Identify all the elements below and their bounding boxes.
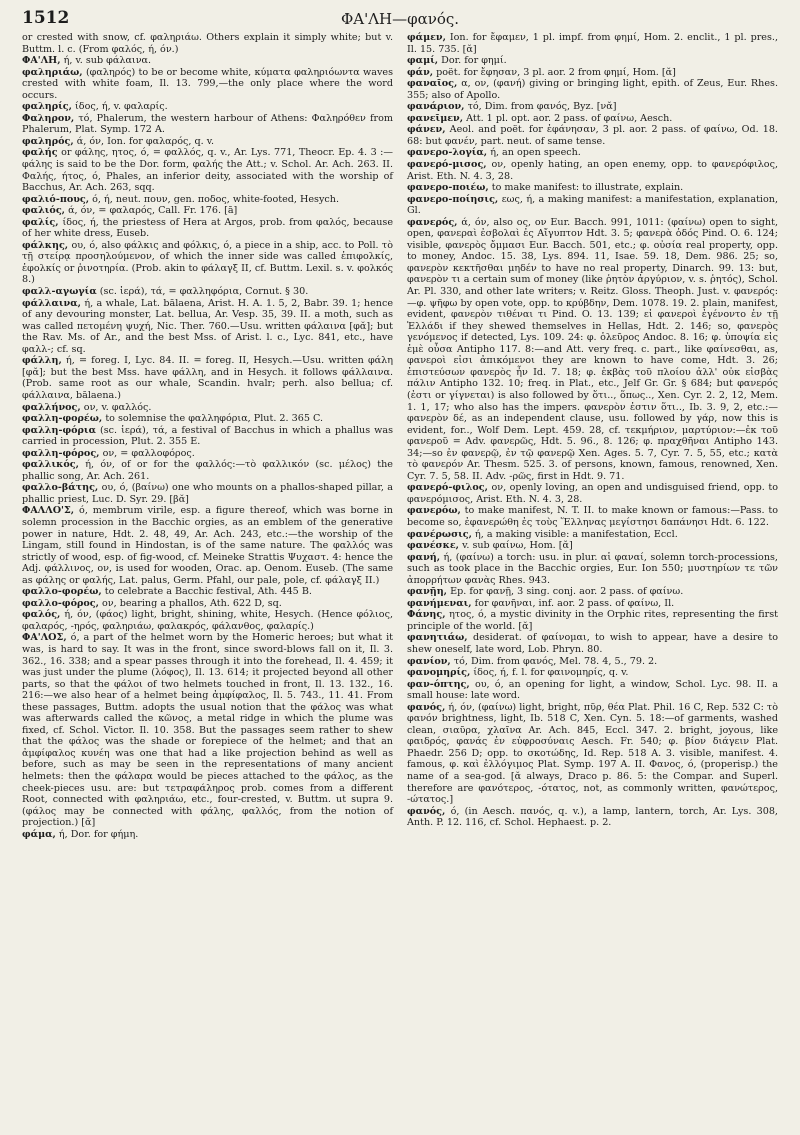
entry-headword: ΦΑ'ΛΗ, xyxy=(22,55,61,67)
entry-headword: φανερο-λογία, xyxy=(407,147,488,159)
entry-text: τό, Dim. from φανός, Byz. [νᾰ] xyxy=(467,101,617,113)
entry-headword: φαλιό-πους, xyxy=(22,193,90,205)
entry-text: ή, όν, (φαίνω) light, bright, πῦρ, θέα Plat. Phil. 16 C, Rep. 532 C: τὸ φανόν brightness, light, Ib. 518 C, Xen. Cyn. 5. 18:—of garments, washed clean, σιαῦρα, χλαῖνα Ar. Ach. 845, Eccl. 347. 2. bright, joyous, like φαιδρός, φανάς ἐν εὐφροσύναις Aesch. Fr. 540; φ. βίον διάγειν Plat. Phaedr. 256 D; opp. to σκοτώδης, Id. Rep. 518 A. 3. visible, manifest. 4. famous, φ. καὶ ἐλλόγιμος Plat. Symp. 197 A. II. Φανος, ό, (properisp.) the name of a sea-god. [ᾰ always, Draco p. 86. 5: the Compar. and Superl. therefore are φανότερος, -ότατος, not, as commonly written, φανώτερος, -ώτατος.] xyxy=(407,701,778,806)
entry-text: ου, ό, also φάλκις and φόλκις, ό, a piece in a ship, acc. to Poll. τὸ τῇ στείρᾳ προσηλούμενον, of which the inner side was called ἐπιφολκίς, ἐφολκίς or ῥινοτηρία. (Prob. akin to φάλαγξ II, cf. Buttm. Lexil. s. v. φολκός 8.) xyxy=(22,239,393,286)
entry-text: ή, όν, of or for the φαλλός:—τὸ φαλλικόν (sc. μέλος) the phallic song, Ar. Ach. 261. xyxy=(22,459,393,482)
entry-text: to make manifest: to illustrate, explain. xyxy=(491,182,684,194)
dictionary-entry xyxy=(22,217,393,240)
entry-text: ή, a making visible: a manifestation, Eccl. xyxy=(475,528,678,540)
entry-headword: φαλλο-φορέω, xyxy=(22,586,102,598)
dictionary-entry xyxy=(407,217,778,483)
entry-text: ίδος, ή, f. l. for φαινομηρίς, q. v. xyxy=(473,667,629,679)
entry-headword: φανομηρίς, xyxy=(407,667,471,679)
entry-text: ή, v. sub φάλαινα. xyxy=(63,55,152,67)
entry-text: τό, Phalerum, the western harbour of Athens: Φαληρόθεν from Phalerum, Plat. Symp. 172 A. xyxy=(22,112,393,136)
dictionary-entry xyxy=(22,598,393,610)
dictionary-entry xyxy=(407,159,778,182)
dictionary-entry xyxy=(407,632,778,655)
columns xyxy=(22,32,778,840)
dictionary-entry xyxy=(407,67,778,79)
dictionary-entry xyxy=(407,505,778,528)
entry-headword: φαλιός, xyxy=(22,205,66,217)
dictionary-entry xyxy=(22,298,393,356)
entry-headword: ΦΑ'ΛΟΣ, xyxy=(22,632,67,644)
entry-text: or crested with snow, cf. φαληριάω. Others explain it simply white; but v. Buttm. l. c. (From φαλός, ή, όν.) xyxy=(22,32,393,55)
dictionary-entry xyxy=(22,355,393,401)
entry-text: ου, ό, an opening for light, a window, Schol. Lyc. 98. II. a small house: late word. xyxy=(407,678,778,702)
entry-text: ό, ή, neut. πουν, gen. ποδος, white-footed, Hesych. xyxy=(92,193,339,205)
entry-text: ον, bearing a phallos, Ath. 622 D, sq. xyxy=(102,597,282,609)
entry-headword: φαληρός, xyxy=(22,135,74,147)
running-head: ΦΑ'ΛΗ—φανός. xyxy=(340,10,460,28)
entry-text: ά, όν, also ος, ον Eur. Bacch. 991, 1011: (φαίνω) open to sight, open, φανεραὶ ἐσβολαὶ ἐς Αἴγυπτον Hdt. 3. 5; φανερὰ ὁδός Pind. O. 6. 124; visible, φανερὸς ὄμμασι Eur. Bacch. 501, etc.; φ. οὐσία real property, opp. to money, Andoc. 15. 38, Lys. 894. 11, Isae. 59. 18, Dem. 986. 25; so, φανερὸν κεκτῆσθαι μηδέν to have no real property, Dinarch. 99. 13: but, φανερὸν τι a certain sum of money (like ῥητὸν ἀργύριον, v. s. ῥητός), Schol. Ar. Pl. 330, and other late writers; v. Reitz. Gloss. Theoph. Just. v. φανερός:—φ. ψῆφω by open vote, opp. to κρύβδην, Dem. 1078. 19. 2. plain, manifest, evident, φανερὸν τιθέναι τι Pind. O. 13. 139; εἰ φανεροὶ ἐγένοντο ἐν τῇ Ἑλλάδι if they shewed themselves in Hellas, Hdt. 2. 146; so, φανερὸς γενόμενος if detected, Lys. 109. 24: φ. ὁλεῦρος Andoc. 8. 16; φ. ὑποψία εἰς ἐμὲ οὖσα Antipho 117. 8:—and Att. very freq. c. part., like φαίνεσθαι, as, φανεροὶ εἰσι ἀπικόμενοι they are known to have come, Hdt. 3. 26; ἐπιστεύσων φανερὸς ἦν Id. 7. 18; φ. ἐκβὰς τοῦ πλοίου ἀλλ' οὐκ εἰσβὰς πάλιν Antipho 132. 10; freq. in Plat., etc., Jelf Gr. Gr. § 684; but φανερός (ἐστι or γίγνεται) is also followed by ὅτι.., ὅπως.., Xen. Cyr. 2. 2, 12, Mem. 1. 1, 17; who also has the impers. φανερὸν ἐστιν ὅτι.., Ib. 3. 9, 2, etc.:—φανερὸν δέ, as an independent clause, usu. followed by γάρ, now this is evident, for.., Wolf Dem. Lept. 459. 28, cf. τεκμήριον, μαρτύριον:—ἐκ τοῦ φανεροῦ = Adv. φανερῶς, Hdt. 5. 96., 8. 126; φ. πραχθῆναι Antipho 143. 34;—so ἐν φανερῷ, ἐν τῷ φανερῷ Xen. Ages. 5. 7, Cyr. 7. 5, 55, etc.; κατὰ τὸ φανερόν Ar. Thesm. 525. 3. of persons, known, famous, renowned, Xen. Cyr. 7. 5, 58. II. Adv. -ρῶς, first in Hdt. 9. 71. xyxy=(407,216,778,482)
entry-headword: φανερο-ποιέω, xyxy=(407,182,489,194)
entry-headword: φαμί, xyxy=(407,55,439,67)
entry-text: ίδος, ή, v. φαλαρίς. xyxy=(75,101,168,113)
dictionary-entry xyxy=(407,679,778,702)
entry-headword: φαλλήνος, xyxy=(22,401,81,413)
entry-headword: φαλλη-φόρος, xyxy=(22,447,100,459)
entry-text: Ep. for φανῇ, 3 sing. conj. aor. 2 pass. of φαίνω. xyxy=(450,586,684,598)
entry-text: εως, ή, a making manifest: a manifestation, explanation, Gl. xyxy=(407,193,778,217)
entry-headword: φανητιάω, xyxy=(407,632,468,644)
entry-headword: φαναῖος, xyxy=(407,78,458,90)
entry-headword: φαλλικός, xyxy=(22,459,79,471)
entry-headword: φαληρίς, xyxy=(22,101,72,113)
entry-text: ητος, ό, a mystic divinity in the Orphic rites, representing the first principle of the world. [ᾰ] xyxy=(407,609,778,632)
entry-text: ό, membrum virile, esp. a figure thereof, which was borne in solemn procession in the Bacchic orgies, as an emblem of the generative power in nature, Hdt. 2. 48, 49, Ar. Ach. 243, etc.:—the worship of the Lingam, still found in Hindostan, is of the same nature. The φαλλός was strictly of wood, esp. of fig-wood, cf. Meineke Strattis Ψυχαστ. 4: hence the Adj. φάλλινος, ον, is used for wooden, Orac. ap. Oenom. Euseb. (The same as φάλης or φαλής, Lat. palus, Germ. Pfahl, our pale, pole, cf. φάλαγξ II.) xyxy=(22,505,393,586)
dictionary-entry xyxy=(407,101,778,113)
page-number: 1512 xyxy=(22,8,70,28)
entry-text: to solemnise the φαλληφόρια, Plut. 2. 365 C. xyxy=(105,413,324,425)
dictionary-entry xyxy=(407,656,778,668)
entry-text: ον, openly loving, an open and undisguised friend, opp. to φανερόμισος, Arist. Eth. N. 4. 3, 28. xyxy=(407,482,778,505)
entry-text: ά, όν, = φαλαρός, Call. Fr. 176. [ā] xyxy=(68,205,238,217)
dictionary-entry xyxy=(22,829,393,841)
entry-text: ή, = foreg. I, Lyc. 84. II. = foreg. II, Hesych.—Usu. written φάλη [φᾰ]; but the best Mss. have φάλλη, and in Hesych. it follows φάλλαινα. (Prob. same root as our whale, Scandin. hvalr; perh. also bellua; cf. φάλλαινα, bālaena.) xyxy=(22,355,393,401)
dictionary-entry xyxy=(22,194,393,206)
entry-headword: φαληριάω, xyxy=(22,66,83,78)
entry-headword: φάμεν, xyxy=(407,32,446,43)
dictionary-entry xyxy=(22,413,393,425)
dictionary-entry xyxy=(407,182,778,194)
entry-headword: φανή, xyxy=(407,551,441,563)
entry-headword: φαλίς, xyxy=(22,216,59,228)
dictionary-entry xyxy=(407,32,778,55)
dictionary-entry xyxy=(407,806,778,829)
entry-headword: φανέσκε, xyxy=(407,540,459,552)
entry-headword: φανέρωσις, xyxy=(407,528,472,540)
entry-text: ή, (φαίνω) a torch: usu. in plur. αἱ φαναί, solemn torch-processions, such as took place in the Bacchic orgies, Eur. Ion 550; μυστηρίων τε τῶν ἀπορρήτων φανὰς Rhes. 943. xyxy=(407,551,778,586)
entry-headword: φαλλο-βάτης, xyxy=(22,482,99,494)
entry-text: ον, openly hating, an open enemy, opp. to φανερόφιλος, Arist. Eth. N. 4. 3, 28. xyxy=(407,159,778,182)
left-column xyxy=(22,32,393,840)
entry-headword: φανῇη, xyxy=(407,586,448,598)
entry-text: ή, Dor. for φήμη. xyxy=(58,828,139,840)
entry-text: poët. for ἔφησαν, 3 pl. aor. 2 from φημί, Hom. [ᾰ] xyxy=(436,66,676,78)
dictionary-entry xyxy=(407,113,778,125)
dictionary-entry xyxy=(407,598,778,610)
dictionary-entry xyxy=(22,482,393,505)
dictionary-entry xyxy=(22,136,393,148)
dictionary-entry xyxy=(22,609,393,632)
entry-headword: φανερόω, xyxy=(407,505,461,517)
dictionary-entry xyxy=(407,552,778,587)
entry-text: ά, όν, Ion. for φαλαρός, q. v. xyxy=(76,135,215,147)
dictionary-entry xyxy=(22,425,393,448)
entry-text: ή, όν, (φάος) light, bright, shining, white, Hesych. (Hence φόλιος, φαλαρός, -ηρός, φαληριάω, φαλακρός, φάλανθος, φαλαρίς.) xyxy=(22,609,393,632)
entry-text: ό, (in Aesch. πανός, q. v.), a lamp, lantern, torch, Ar. Lys. 308, Anth. P. 12. 116, cf. Schol. Hephaest. p. 2. xyxy=(407,805,778,829)
dictionary-entry xyxy=(407,540,778,552)
dictionary-entry xyxy=(407,667,778,679)
dictionary-entry xyxy=(407,702,778,806)
entry-text: v. sub φαίνω, Hom. [ᾰ] xyxy=(462,540,573,552)
entry-text: ον, v. φαλλός. xyxy=(83,401,152,413)
entry-headword: φανερό-φιλος, xyxy=(407,482,488,494)
dictionary-entry xyxy=(22,101,393,113)
entry-text: Ion. for ἔφαμεν, 1 pl. impf. from φημί, Hom. 2. enclit., 1 pl. pres., Il. 15. 735. [ᾰ] xyxy=(407,32,778,55)
entry-headword: φανερό-μισος, xyxy=(407,159,487,171)
entry-headword: φανερός, xyxy=(407,216,458,228)
dictionary-entry xyxy=(22,459,393,482)
entry-headword: φαλλη-φόρια xyxy=(22,424,96,436)
entry-text: ίδος, ή, the priestess of Hera at Argos, prob. from φαλός, because of her white dress, Euseb. xyxy=(22,216,393,240)
entry-headword: φανός, xyxy=(407,701,446,713)
dictionary-entry xyxy=(22,505,393,586)
entry-headword: φάλκης, xyxy=(22,239,69,251)
entry-headword: φανήμεναι, xyxy=(407,597,472,609)
dictionary-entry xyxy=(22,632,393,828)
entry-headword: φαλής xyxy=(22,147,58,159)
dictionary-entry xyxy=(22,32,393,55)
dictionary-entry xyxy=(22,67,393,102)
entry-text: Aeol. and poët. for ἐφάνησαν, 3 pl. aor. 2 pass. of φαίνω, Od. 18. 68: but φανέν, part. neut. of same tense. xyxy=(407,124,778,147)
entry-headword: φανερο-ποίησις, xyxy=(407,193,499,205)
entry-headword: ΦΑΛΛΟ'Σ, xyxy=(22,505,75,517)
entry-headword: φανίον, xyxy=(407,655,451,667)
dictionary-entry xyxy=(22,402,393,414)
dictionary-entry xyxy=(407,586,778,598)
entry-text: (φαληρός) to be or become white, κύματα φαληριόωντα waves crested with white foam, Il. 13. 799,—the only place where the word occurs. xyxy=(22,66,393,101)
entry-text: (sc. ἱερά), τά, a festival of Bacchus in which a phallus was carried in procession, Plut. 2. 355 E. xyxy=(22,424,393,448)
dictionary-entry xyxy=(22,286,393,298)
dictionary-entry xyxy=(407,78,778,101)
entry-headword: φαλλο-φόρος, xyxy=(22,597,99,609)
entry-headword: φανεῖμεν, xyxy=(407,112,464,124)
dictionary-entry xyxy=(407,124,778,147)
dictionary-entry xyxy=(22,586,393,598)
entry-headword: Φάνης, xyxy=(407,609,446,621)
dictionary-entry xyxy=(22,240,393,286)
entry-text: to make manifest, N. T. II. to make known or famous:—Pass. to become so, ἐφανερώθη ἐς τοὺς Ἕλληνας μεγίστησι δαπάνησι Hdt. 6. 122. xyxy=(407,505,778,528)
entry-headword: φάμα, xyxy=(22,828,56,840)
entry-headword: φάνεν, xyxy=(407,124,446,136)
entry-headword: φαν-όπτης, xyxy=(407,678,470,690)
entry-text: ό, a part of the helmet worn by the Homeric heroes; but what it was, is hard to say. It was in the front, since sword-blows fall on it, Il. 3. 362., 16. 338; and a spear passes through it into the forehead, Il. 4. 459; it was just under the plume (λόφος), Il. 13. 614; it projected beyond all other parts, so that the φάλοι of two helmets touched in front, Il. 13. 132., 16. 216:—we also hear of a helmet being ἀμφίφαλος, Il. 5. 743., 11. 41. From these passages, Buttm. adopts the usual notion that the φάλος was what was afterwards called the κῶνος, a metal ridge in which the plume was fixed, cf. Schol. Victor. Il. 10. 358. But the passages seem rather to shew that the φάλος was the shade or forepiece of the helmet; and that an ἀμφίφαλος κυνέη was one that had a like projection behind as well as before, such as may be seen in the representations of many ancient helmets: then the φάλαρα would be pieces attached to the φάλος, as the cheek-pieces usu. are: but τετραφάληρος prob. comes from a different Root, connected with φαληριάω, etc., four-crested, v. Buttm. ut supra 9. (φάλος may be connected with φάλης, φαλλός, from the notion of projection.) [ᾰ] xyxy=(22,632,394,829)
entry-text: ή, a whale, Lat. bālaena, Arist. H. A. 1. 5, 2, Babr. 39. 1; hence of any devouring monster, Lat. bellua, Ar. Vesp. 35, 39. II. a moth, such as was called πετομένη ψυχή, Nic. Ther. 760.—Usu. written φάλαινα [φᾰ]; but the Rav. Ms. of Ar., and the best Mss. of Arist. l. c., Lyc. 841, etc., have φαλλ-; cf. sq. xyxy=(22,297,393,355)
dictionary-entry xyxy=(407,609,778,632)
dictionary-entry xyxy=(407,482,778,505)
dictionary-entry xyxy=(22,205,393,217)
entry-text: to celebrate a Bacchic festival, Ath. 445 B. xyxy=(104,586,312,598)
entry-text: for φανῆναι, inf. aor. 2 pass. of φαίνω, Il. xyxy=(474,597,675,609)
page-header xyxy=(22,8,778,30)
entry-text: α, ον, (φανή) giving or bringing light, epith. of Zeus, Eur. Rhes. 355; also of Apollo. xyxy=(407,78,778,101)
entry-text: τό, Dim. from φανός, Mel. 78. 4, 5., 79. 2. xyxy=(453,655,658,667)
entry-headword: Φαληρον, xyxy=(22,112,75,124)
dictionary-entry xyxy=(22,147,393,193)
entry-text: or φάλης, ητος, ό, = φαλλός, q. v., Ar. Lys. 771, Theocr. Ep. 4. 3 :—φάλης is said to be the Dor. form, φαλής the Att.; v. Schol. Ar. Ach. 263. II. Φαλής, ήτος, ό, Phales, an inferior deity, associated with the worship of Bacchus, Ar. Ach. 263, sqq. xyxy=(22,147,393,194)
dictionary-entry xyxy=(22,113,393,136)
dictionary-entry xyxy=(22,55,393,67)
entry-headword: φαλός, xyxy=(22,609,61,621)
dictionary-entry xyxy=(407,529,778,541)
entry-headword: φανάριον, xyxy=(407,101,465,113)
entry-headword: φανός, xyxy=(407,805,446,817)
entry-headword: φάλλη, xyxy=(22,355,62,367)
entry-text: ου, ό, (βαίνω) one who mounts on a phallos-shaped pillar, a phallic priest, Luc. D. Syr. 29. [βᾰ] xyxy=(22,482,393,505)
entry-text: Dor. for φημί. xyxy=(441,55,507,67)
dictionary-entry xyxy=(22,448,393,460)
entry-text: ή, an open speech. xyxy=(490,147,581,159)
entry-headword: φάλλαινα, xyxy=(22,297,81,309)
dictionary-entry xyxy=(407,194,778,217)
entry-headword: φάν, xyxy=(407,66,434,78)
right-column xyxy=(407,32,778,840)
entry-text: desiderat. of φαίνομαι, to wish to appear, have a desire to shew oneself, late word, Lob. Phryn. 80. xyxy=(407,632,778,655)
entry-headword: φαλλ-αγωγία xyxy=(22,286,97,298)
dictionary-entry xyxy=(407,55,778,67)
entry-text: ον, = φαλλοφόρος. xyxy=(102,447,195,459)
entry-text: Att. 1 pl. opt. aor. 2 pass. of φαίνω, Aesch. xyxy=(466,112,673,124)
entry-headword: φαλλη-φορέω, xyxy=(22,413,103,425)
entry-text: (sc. ἱερά), τά, = φαλληφόρια, Cornut. § 30. xyxy=(99,286,309,298)
dictionary-entry xyxy=(407,147,778,159)
